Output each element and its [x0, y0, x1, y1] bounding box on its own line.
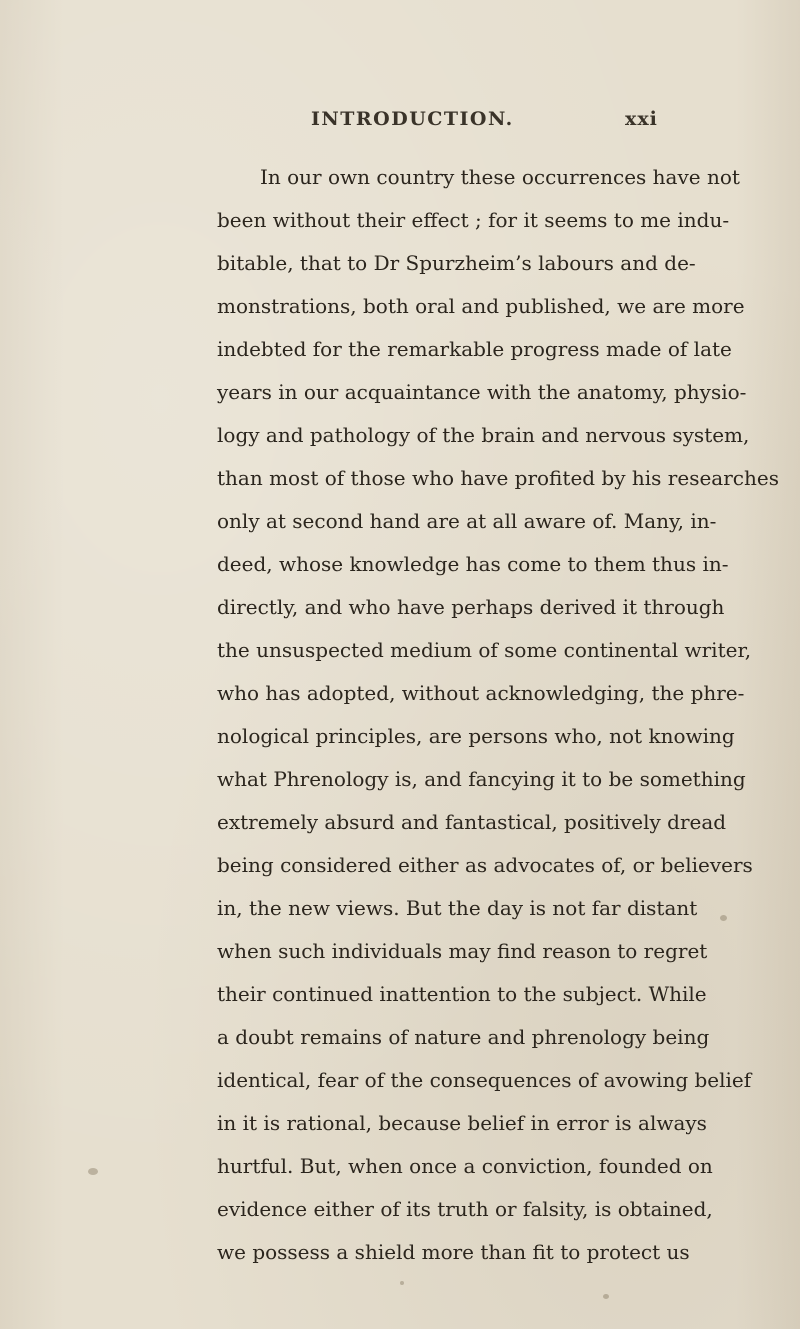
text-line: we possess a shield more than fit to protect us [217, 1240, 690, 1264]
text-line: what Phrenology is, and fancying it to be something [217, 767, 746, 791]
text-line: bitable, that to Dr Spurzheim’s labours and de- [217, 251, 696, 275]
text-line: indebted for the remarkable progress made of late [217, 337, 732, 361]
text-line: in, the new views. But the day is not far distant [217, 896, 698, 920]
text-line: In our own country these occurrences have not [260, 165, 740, 189]
page-number: xxi [625, 108, 658, 130]
text-line: logy and pathology of the brain and nervous system, [217, 423, 750, 447]
paper-speck [400, 1281, 404, 1285]
text-line: when such individuals may find reason to regret [217, 939, 708, 963]
text-line: identical, fear of the consequences of avowing belief [217, 1068, 752, 1092]
text-line: deed, whose knowledge has come to them thus in- [217, 552, 729, 576]
paper-speck [603, 1294, 609, 1299]
running-head-title: INTRODUCTION. [311, 108, 514, 130]
text-line: directly, and who have perhaps derived it through [217, 595, 725, 619]
text-line: extremely absurd and fantastical, positively dread [217, 810, 727, 834]
text-line: monstrations, both oral and published, we are more [217, 294, 745, 318]
text-line: in it is rational, because belief in error is always [217, 1111, 707, 1135]
text-line: been without their effect ; for it seems to me indu- [217, 208, 730, 232]
text-line: evidence either of its truth or falsity, is obtained, [217, 1197, 713, 1221]
text-line: the unsuspected medium of some continental writer, [217, 638, 752, 662]
text-line: years in our acquaintance with the anatomy, physio- [217, 380, 747, 404]
text-line: a doubt remains of nature and phrenology being [217, 1025, 710, 1049]
paper-speck [88, 1168, 98, 1175]
text-line: hurtful. But, when once a conviction, founded on [217, 1154, 713, 1178]
text-line: than most of those who have profited by his researches [217, 466, 779, 490]
paper-speck [720, 915, 727, 921]
text-line: being considered either as advocates of, or believers [217, 853, 753, 877]
text-line: nological principles, are persons who, not knowing [217, 724, 735, 748]
text-line: only at second hand are at all aware of. Many, in- [217, 509, 717, 533]
text-line: their continued inattention to the subject. While [217, 982, 707, 1006]
running-head [0, 108, 800, 138]
text-line: who has adopted, without acknowledging, the phre- [217, 681, 745, 705]
